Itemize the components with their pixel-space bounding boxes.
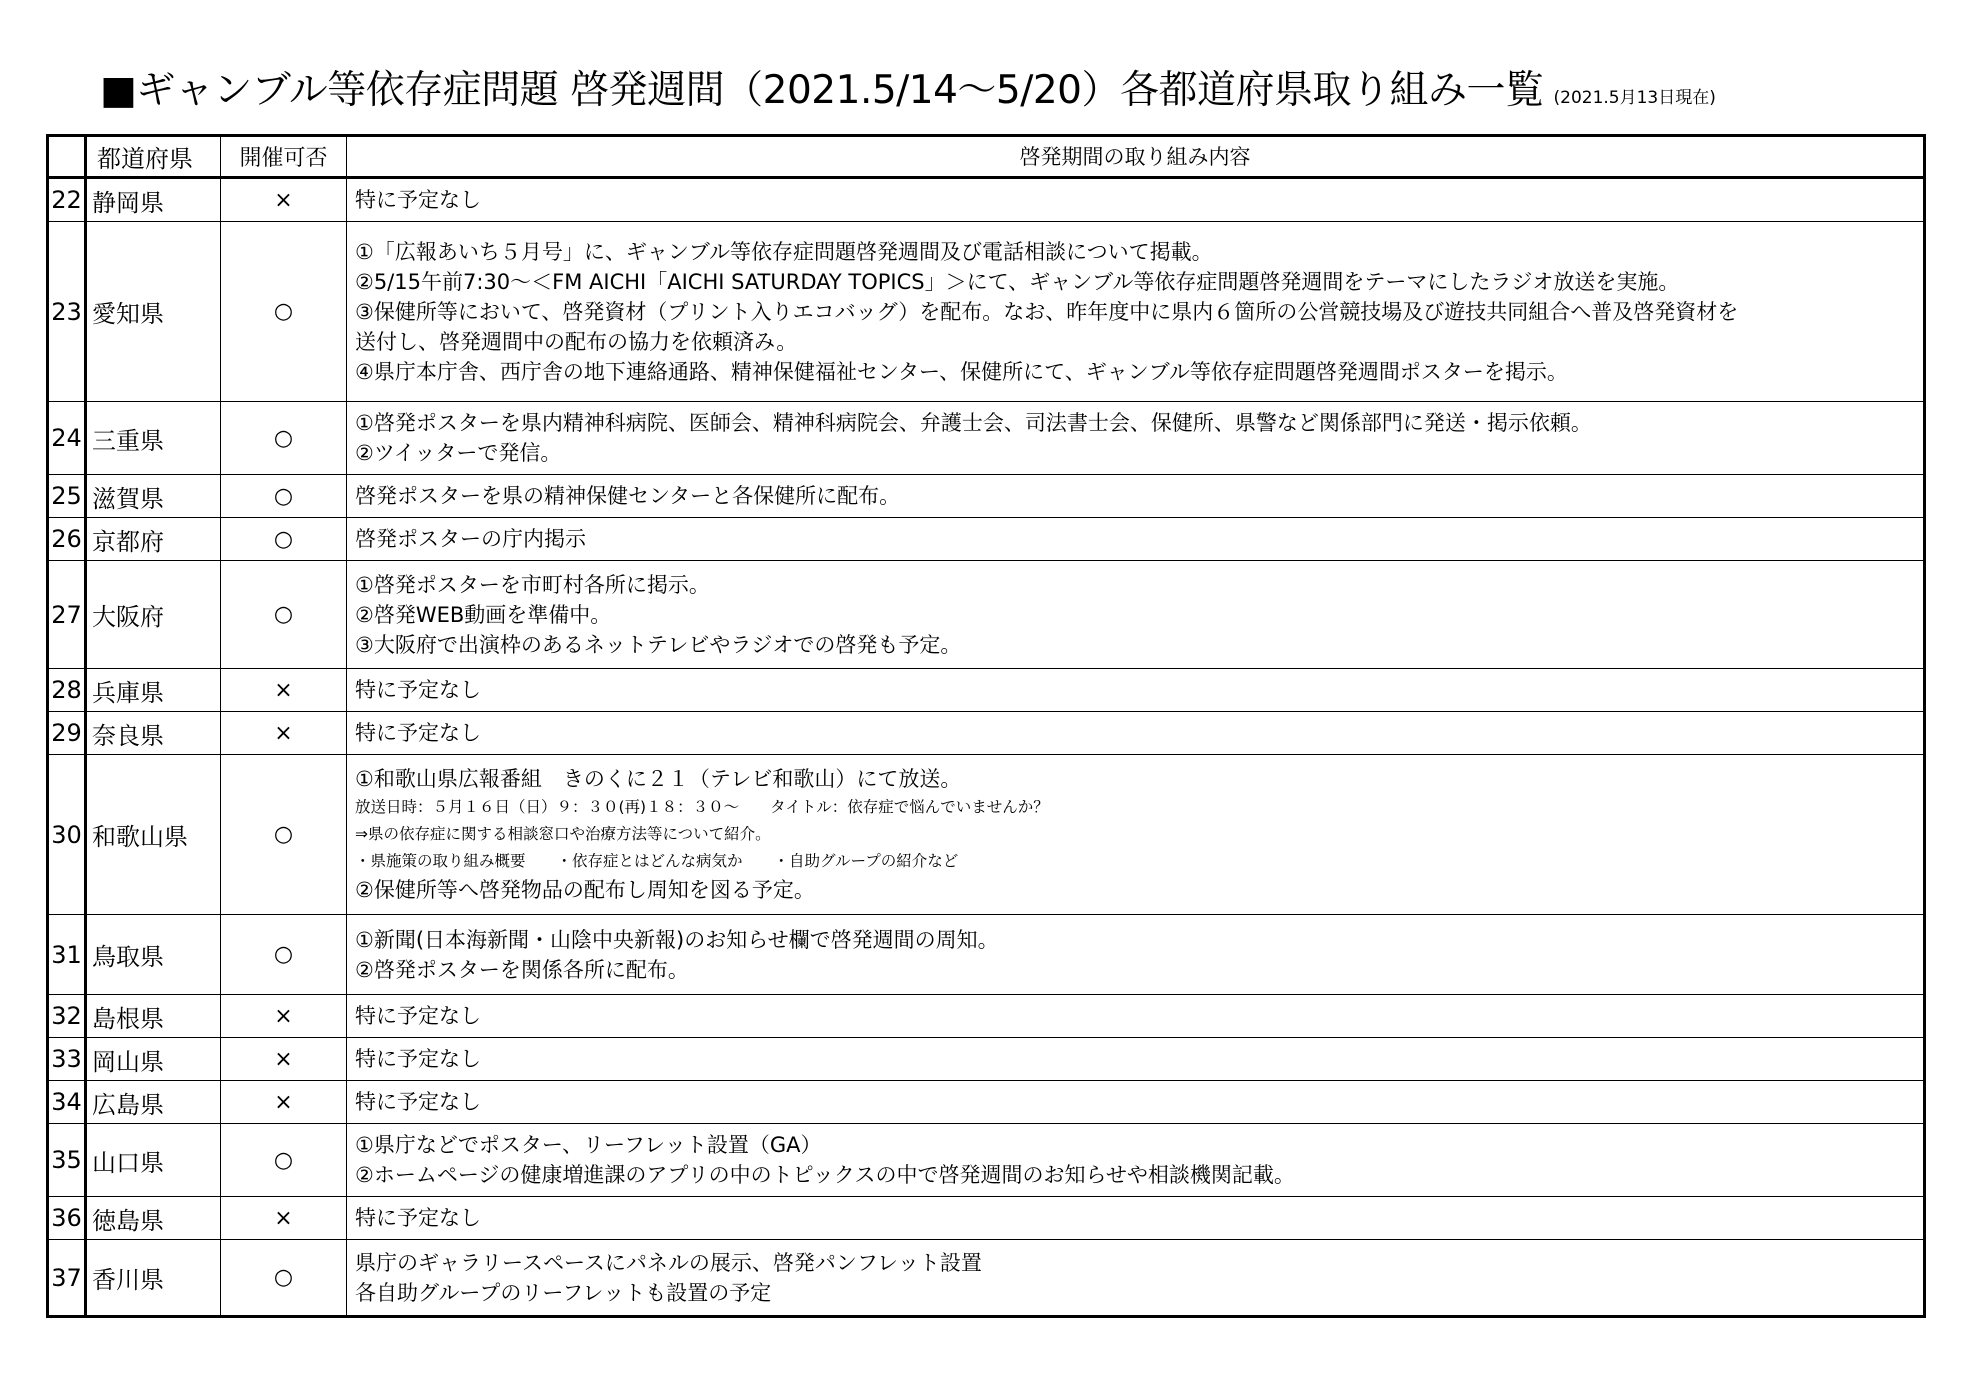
content-line: 特に予定なし — [355, 1206, 481, 1230]
status-mark: × — [221, 178, 347, 222]
status-mark: × — [221, 995, 347, 1038]
table-row — [48, 402, 1925, 475]
status-mark: ○ — [221, 1240, 347, 1317]
table-row — [48, 222, 1925, 402]
content-line: ・県施策の取り組み概要 ・依存症とはどんな病気か ・自助グループの紹介など — [355, 852, 959, 870]
row-number: 32 — [48, 995, 86, 1038]
prefecture-name: 静岡県 — [86, 178, 221, 222]
status-mark: ○ — [221, 561, 347, 669]
table-body — [48, 178, 1925, 1317]
content-line: ①啓発ポスターを市町村各所に掲示。 — [355, 572, 710, 597]
row-number: 22 — [48, 178, 86, 222]
prefecture-name: 大阪府 — [86, 561, 221, 669]
status-mark: ○ — [221, 402, 347, 475]
content-line: 特に予定なし — [355, 678, 481, 702]
prefecture-name: 広島県 — [86, 1081, 221, 1124]
table-row — [48, 995, 1925, 1038]
row-number: 35 — [48, 1124, 86, 1197]
status-mark: × — [221, 669, 347, 712]
status-mark: × — [221, 712, 347, 755]
activity-content — [347, 1081, 1925, 1124]
activity-content — [347, 669, 1925, 712]
content-line: 送付し、啓発週間中の配布の協力を依頼済み。 — [355, 329, 798, 354]
content-line: ①新聞(日本海新聞・山陰中央新報)のお知らせ欄で啓発週間の周知。 — [355, 927, 999, 952]
activity-content — [347, 178, 1925, 222]
content-line: ②5/15午前7:30～＜FM AICHI「AICHI SATURDAY TOPICS」＞にて、ギャンブル等依存症問題啓発週間をテーマにしたラジオ放送を実施。 — [355, 269, 1680, 294]
content-line: 特に予定なし — [355, 188, 481, 212]
row-number: 23 — [48, 222, 86, 402]
content-line: ①和歌山県広報番組 きのくに２１（テレビ和歌山）にて放送。 — [355, 767, 962, 791]
content-line: 啓発ポスターの庁内掲示 — [355, 527, 586, 551]
title-text: ■ギャンブル等依存症問題 啓発週間（2021.5/14～5/20）各都道府県取り組み一覧 — [100, 68, 1544, 113]
prefecture-name: 山口県 — [86, 1124, 221, 1197]
page-title — [100, 66, 1716, 123]
status-mark: ○ — [221, 915, 347, 995]
content-line: ③大阪府で出演枠のあるネットテレビやラジオでの啓発も予定。 — [355, 632, 962, 657]
activity-content — [347, 1197, 1925, 1240]
status-mark: ○ — [221, 475, 347, 518]
table-row — [48, 1197, 1925, 1240]
table-row — [48, 669, 1925, 712]
content-line: ①県庁などでポスター、リーフレット設置（GA） — [355, 1133, 822, 1157]
prefecture-name: 奈良県 — [86, 712, 221, 755]
prefecture-name: 徳島県 — [86, 1197, 221, 1240]
prefecture-name: 岡山県 — [86, 1038, 221, 1081]
row-number: 29 — [48, 712, 86, 755]
row-number: 24 — [48, 402, 86, 475]
row-number: 26 — [48, 518, 86, 561]
content-line: ②保健所等へ啓発物品の配布し周知を図る予定。 — [355, 878, 815, 902]
content-line: ④県庁本庁舎、西庁舎の地下連絡通路、精神保健福祉センター、保健所にて、ギャンブル等依存症問題啓発週間ポスターを掲示。 — [355, 359, 1568, 384]
activity-content — [347, 1124, 1925, 1197]
content-line: 各自助グループのリーフレットも設置の予定 — [355, 1280, 772, 1305]
header-content: 啓発期間の取り組み内容 — [347, 136, 1925, 178]
activity-content — [347, 915, 1925, 995]
content-line: 特に予定なし — [355, 1090, 481, 1114]
prefecture-name: 島根県 — [86, 995, 221, 1038]
prefecture-name: 香川県 — [86, 1240, 221, 1317]
content-line: 特に予定なし — [355, 1047, 481, 1071]
prefecture-name: 愛知県 — [86, 222, 221, 402]
activity-content — [347, 755, 1925, 915]
prefecture-name: 兵庫県 — [86, 669, 221, 712]
activity-content — [347, 518, 1925, 561]
activity-content — [347, 402, 1925, 475]
status-mark: × — [221, 1038, 347, 1081]
row-number: 34 — [48, 1081, 86, 1124]
status-mark: ○ — [221, 755, 347, 915]
prefecture-name: 三重県 — [86, 402, 221, 475]
table-row — [48, 915, 1925, 995]
activity-content — [347, 1240, 1925, 1317]
table-row — [48, 518, 1925, 561]
content-line: ②啓発ポスターを関係各所に配布。 — [355, 957, 689, 982]
table-row — [48, 1038, 1925, 1081]
status-mark: ○ — [221, 222, 347, 402]
prefecture-table — [46, 134, 1926, 1318]
content-line: 放送日時：５月１６日（日）９：３０(再)１８：３０～ タイトル：依存症で悩んでいませんか？ — [355, 798, 1049, 816]
activity-content — [347, 475, 1925, 518]
content-line: 啓発ポスターを県の精神保健センターと各保健所に配布。 — [355, 484, 901, 508]
activity-content — [347, 995, 1925, 1038]
content-line: ⇒県の依存症に関する相談窓口や治療方法等について紹介。 — [355, 825, 771, 843]
table-row — [48, 178, 1925, 222]
content-line: ②ホームページの健康増進課のアプリの中のトピックスの中で啓発週間のお知らせや相談機関記載。 — [355, 1163, 1295, 1187]
header-prefecture: 都道府県 — [86, 136, 221, 178]
row-number: 33 — [48, 1038, 86, 1081]
row-number: 36 — [48, 1197, 86, 1240]
status-mark: × — [221, 1081, 347, 1124]
status-mark: ○ — [221, 1124, 347, 1197]
content-line: ①啓発ポスターを県内精神科病院、医師会、精神科病院会、弁護士会、司法書士会、保健所、県警など関係部門に発送・掲示依頼。 — [355, 411, 1592, 435]
row-number: 31 — [48, 915, 86, 995]
prefecture-name: 京都府 — [86, 518, 221, 561]
prefecture-name: 和歌山県 — [86, 755, 221, 915]
content-line: ②啓発WEB動画を準備中。 — [355, 602, 612, 627]
activity-content — [347, 712, 1925, 755]
activity-content — [347, 222, 1925, 402]
table-row — [48, 712, 1925, 755]
row-number: 30 — [48, 755, 86, 915]
header-status: 開催可否 — [221, 136, 347, 178]
table-row — [48, 475, 1925, 518]
status-mark: ○ — [221, 518, 347, 561]
activity-content — [347, 1038, 1925, 1081]
prefecture-name: 鳥取県 — [86, 915, 221, 995]
content-line: 特に予定なし — [355, 1004, 481, 1028]
content-line: ③保健所等において、啓発資材（プリント入りエコバッグ）を配布。なお、昨年度中に県内６箇所の公営競技場及び遊技共同組合へ普及啓発資材を — [355, 299, 1739, 324]
table-header-row — [48, 136, 1925, 178]
as-of-date: (2021.5月13日現在) — [1553, 88, 1716, 108]
row-number: 37 — [48, 1240, 86, 1317]
content-line: 特に予定なし — [355, 721, 481, 745]
content-line: ①「広報あいち５月号」に、ギャンブル等依存症問題啓発週間及び電話相談について掲載。 — [355, 239, 1213, 264]
prefecture-name: 滋賀県 — [86, 475, 221, 518]
table-row — [48, 1240, 1925, 1317]
activity-content — [347, 561, 1925, 669]
row-number: 28 — [48, 669, 86, 712]
table-row — [48, 1081, 1925, 1124]
header-number — [48, 136, 86, 178]
table-row — [48, 1124, 1925, 1197]
row-number: 25 — [48, 475, 86, 518]
status-mark: × — [221, 1197, 347, 1240]
table-row — [48, 755, 1925, 915]
content-line: 県庁のギャラリースペースにパネルの展示、啓発パンフレット設置 — [355, 1250, 982, 1275]
table-row — [48, 561, 1925, 669]
row-number: 27 — [48, 561, 86, 669]
content-line: ②ツイッターで発信。 — [355, 441, 562, 465]
